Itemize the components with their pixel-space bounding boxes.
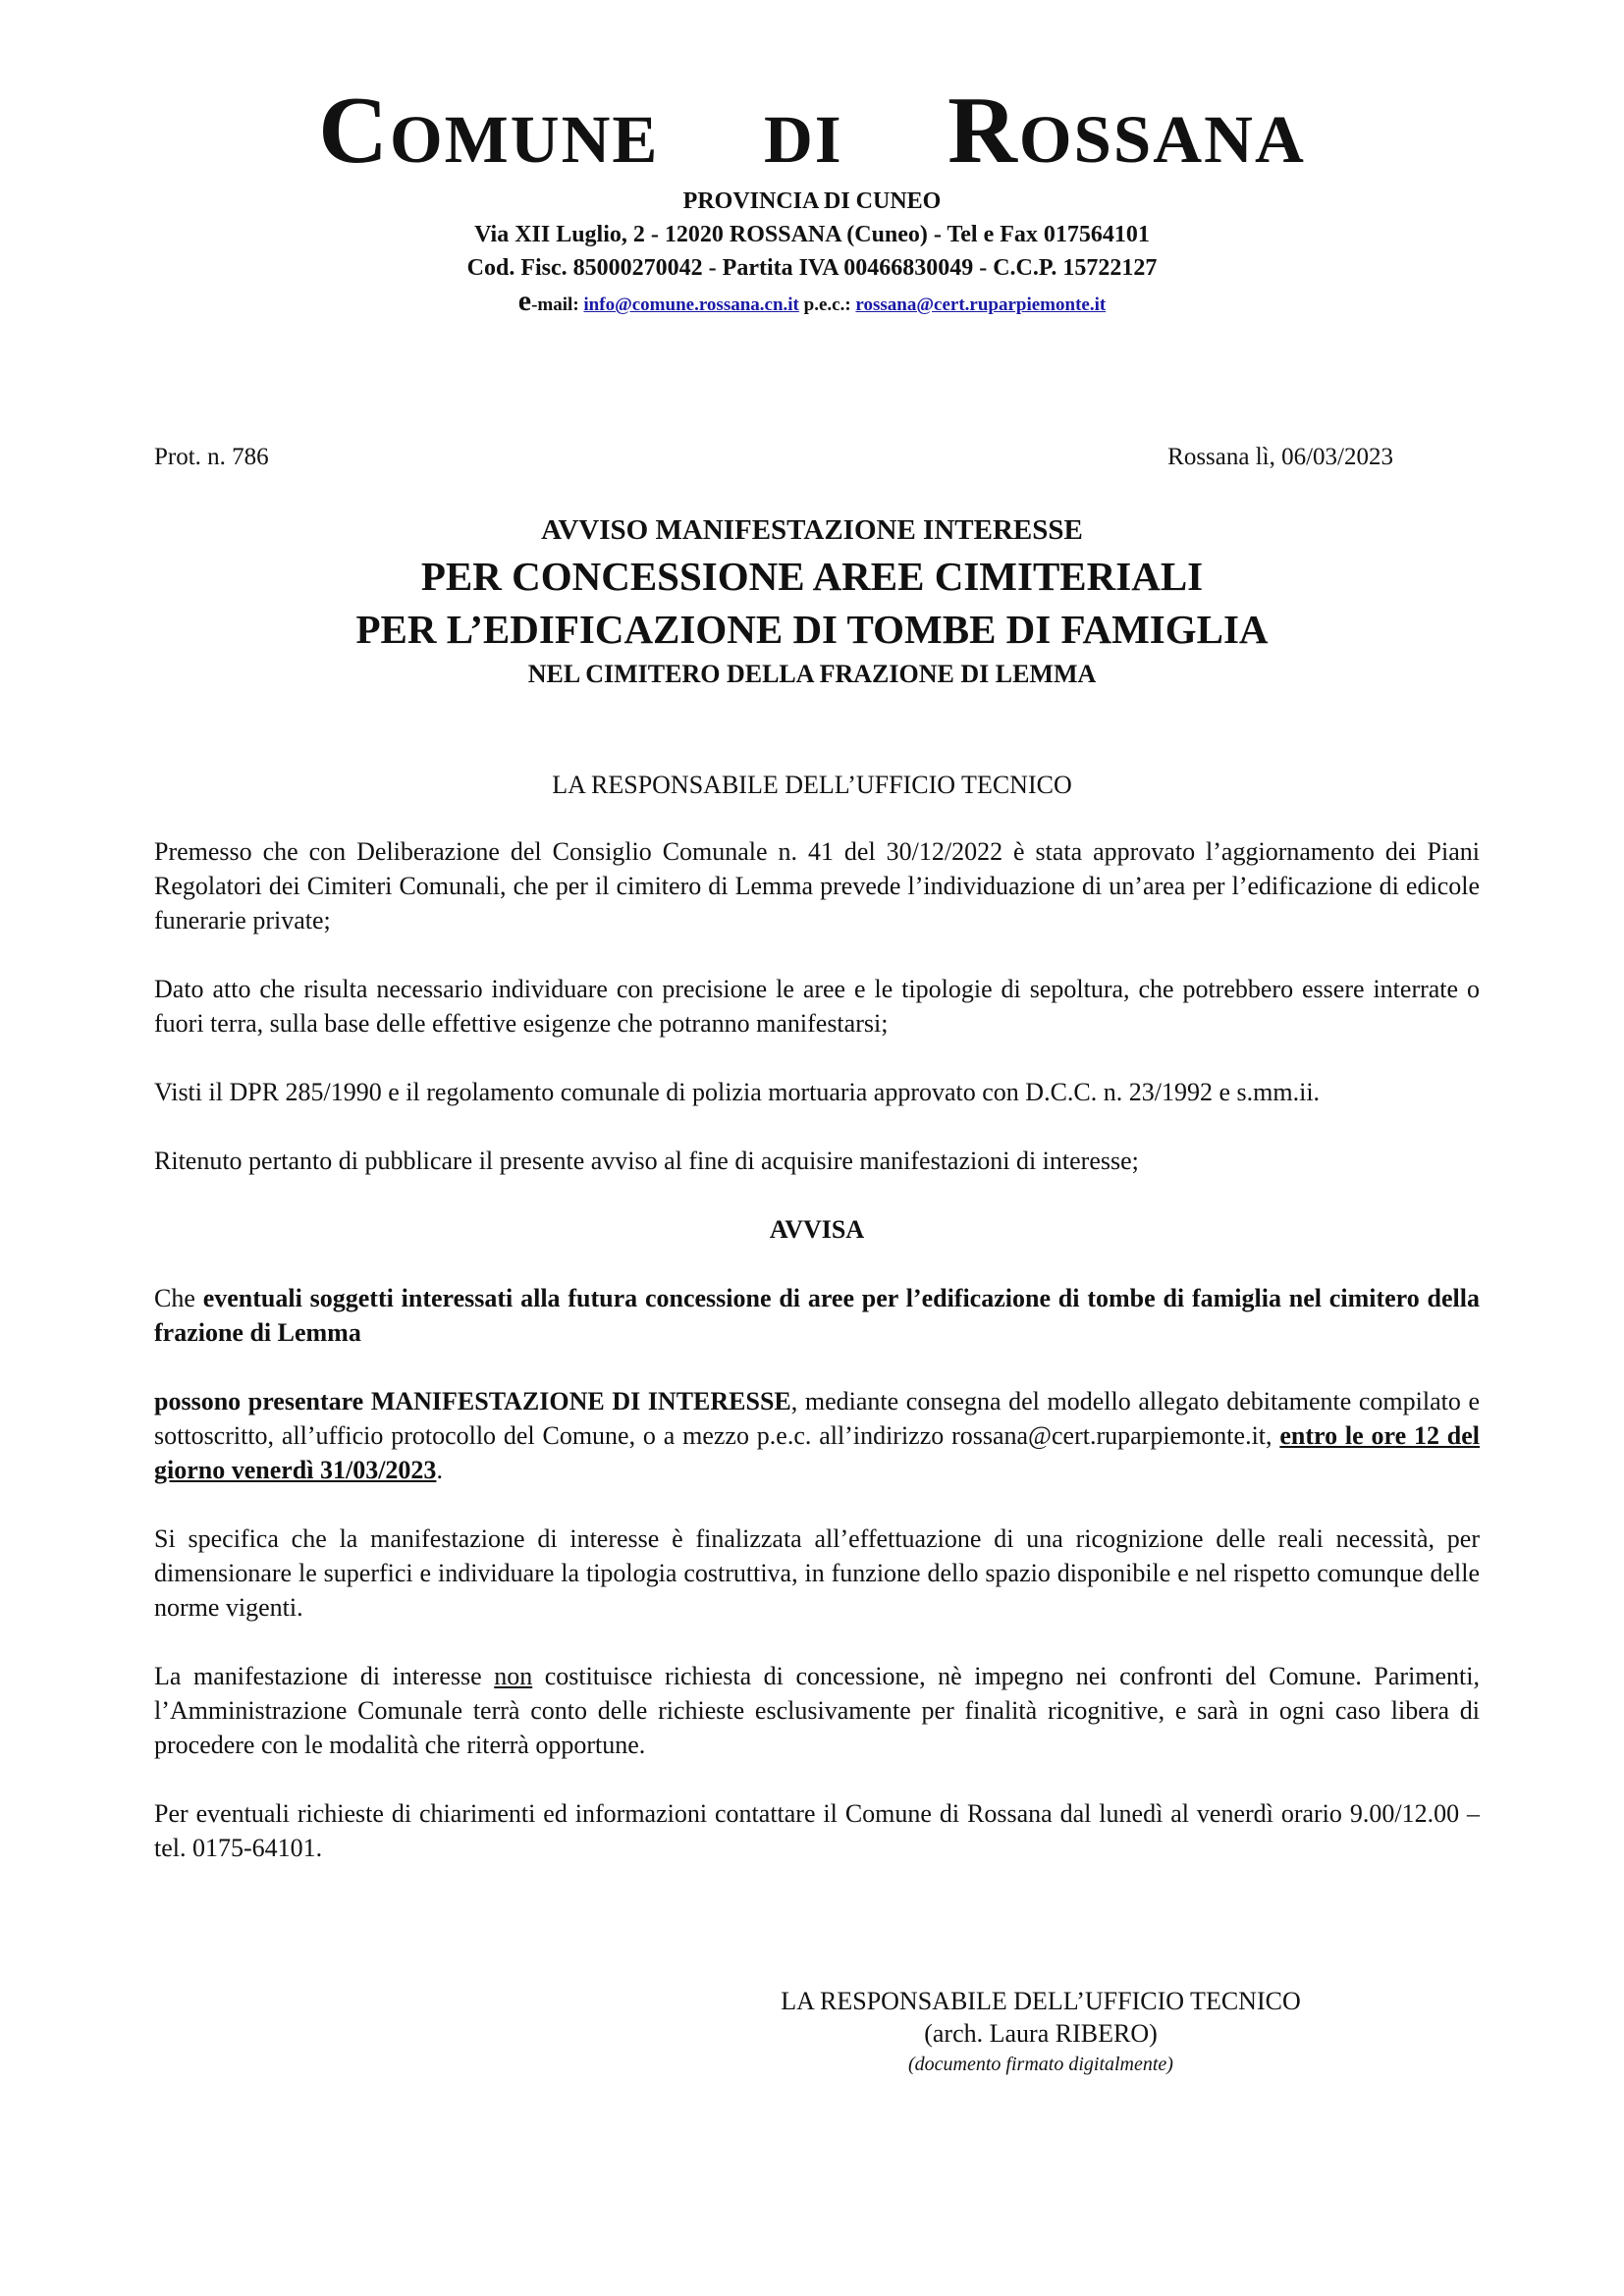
email-prefix: e bbox=[517, 285, 532, 317]
notice-title bbox=[0, 510, 1624, 693]
contact-line bbox=[0, 285, 1624, 322]
notice-body bbox=[154, 834, 1480, 1899]
submission-text: , mediante consegna del modello allegato debitamente compilato e sottoscritto, all’ufficio protocollo del Comune, o a mezzo p.e.c. all’indirizzo rossana@cert.ruparpiemonte.it, bbox=[154, 1387, 1480, 1450]
responsible-heading: LA RESPONSABILE DELL’UFFICIO TECNICO bbox=[552, 771, 1072, 799]
non-underlined: non bbox=[494, 1662, 533, 1690]
paragraph-ritenuto: Ritenuto pertanto di pubblicare il presente avviso al fine di acquisire manifestazioni di interesse; bbox=[154, 1147, 1139, 1175]
email-link[interactable]: info@comune.rossana.cn.it bbox=[583, 294, 799, 315]
title-line-3: PER L’EDIFICAZIONE DI TOMBE DI FAMIGLIA bbox=[355, 607, 1269, 652]
province-line: PROVINCIA DI CUNEO bbox=[682, 188, 942, 214]
paragraph-che bbox=[154, 1281, 1480, 1350]
title-line-2: PER CONCESSIONE AREE CIMITERIALI bbox=[420, 554, 1204, 599]
paragraph-si-specifica: Si specifica che la manifestazione di interesse è finalizzata all’effettuazione di una ricognizione delle reali necessità, per dimensionare le superfici e individuare la tipologia costruttiva, in funzione dello spazio disponibile e nel rispetto comunque delle norme vigenti. bbox=[154, 1524, 1480, 1622]
manifestazione-text-b: costituisce richiesta di concessione, nè impegno nei confronti del Comune. Parimenti, l’Amministrazione Comunale terrà conto delle richieste esclusivamente per finalità ricognitive, e sarà in ogni caso libera di procedere con le modalità che riterrà opportune. bbox=[154, 1662, 1481, 1759]
place-date: Rossana lì, 06/03/2023 bbox=[1167, 444, 1393, 470]
paragraph-premesso: Premesso che con Deliberazione del Consiglio Comunale n. 41 del 30/12/2022 è stata approvato l’aggiornamento dei Piani Regolatori dei Cimiteri Comunali, che per il cimitero di Lemma prevede l’individuazione di un’area per l’edificazione di edicole funerarie private; bbox=[154, 837, 1480, 934]
possono-bold-text: possono presentare MANIFESTAZIONE DI INTERESSE bbox=[154, 1387, 791, 1415]
pec-label: p.e.c.: bbox=[798, 294, 856, 315]
fiscal-line: Cod. Fisc. 85000270042 - Partita IVA 00466830049 - C.C.P. 15722127 bbox=[466, 255, 1158, 281]
title-line-1: AVVISO MANIFESTAZIONE INTERESSE bbox=[541, 514, 1083, 546]
paragraph-dato-atto: Dato atto che risulta necessario individuare con precisione le aree e le tipologie di sepoltura, che potrebbero essere interrate o fuori terra, sulla base delle effettive esigenze che potranno manifestarsi; bbox=[154, 975, 1480, 1038]
deadline-period: . bbox=[436, 1456, 443, 1484]
signature-block bbox=[727, 1985, 1355, 2079]
paragraph-possono bbox=[154, 1384, 1480, 1487]
paragraph-visti: Visti il DPR 285/1990 e il regolamento comunale di polizia mortuaria approvato con D.C.C. n. 23/1992 e s.mm.ii. bbox=[154, 1078, 1321, 1106]
che-prefix: Che bbox=[154, 1284, 203, 1312]
protocol-number: Prot. n. 786 bbox=[154, 444, 269, 470]
digital-signature-note: (documento firmato digitalmente) bbox=[908, 2054, 1173, 2075]
address-line: Via XII Luglio, 2 - 12020 ROSSANA (Cuneo) - Tel e Fax 017564101 bbox=[474, 222, 1150, 247]
avvisa-heading: AVVISA bbox=[769, 1215, 865, 1244]
letterhead bbox=[0, 77, 1624, 322]
interested-parties-text: eventuali soggetti interessati alla futura concessione di aree per l’edificazione di tombe di famiglia nel cimitero della frazione di Lemma bbox=[154, 1284, 1480, 1347]
paragraph-contatti: Per eventuali richieste di chiarimenti ed informazioni contattare il Comune di Rossana dal lunedì al venerdì orario 9.00/12.00 – tel. 0175-64101. bbox=[154, 1799, 1480, 1862]
manifestazione-text-a: La manifestazione di interesse bbox=[154, 1662, 495, 1690]
municipality-title: Comune di Rossana bbox=[318, 78, 1306, 184]
deadline-text: entro le ore 12 del giorno venerdì 31/03/2023 bbox=[154, 1421, 1481, 1484]
pec-link[interactable]: rossana@cert.ruparpiemonte.it bbox=[855, 294, 1107, 315]
email-label: -mail: bbox=[531, 294, 584, 315]
paragraph-la-manifestazione bbox=[154, 1659, 1480, 1762]
title-line-4: NEL CIMITERO DELLA FRAZIONE DI LEMMA bbox=[527, 660, 1097, 688]
signature-role: LA RESPONSABILE DELL’UFFICIO TECNICO bbox=[781, 1987, 1301, 2015]
signature-name: (arch. Laura RIBERO) bbox=[924, 2019, 1158, 2048]
protocol-date-row bbox=[154, 444, 1393, 471]
